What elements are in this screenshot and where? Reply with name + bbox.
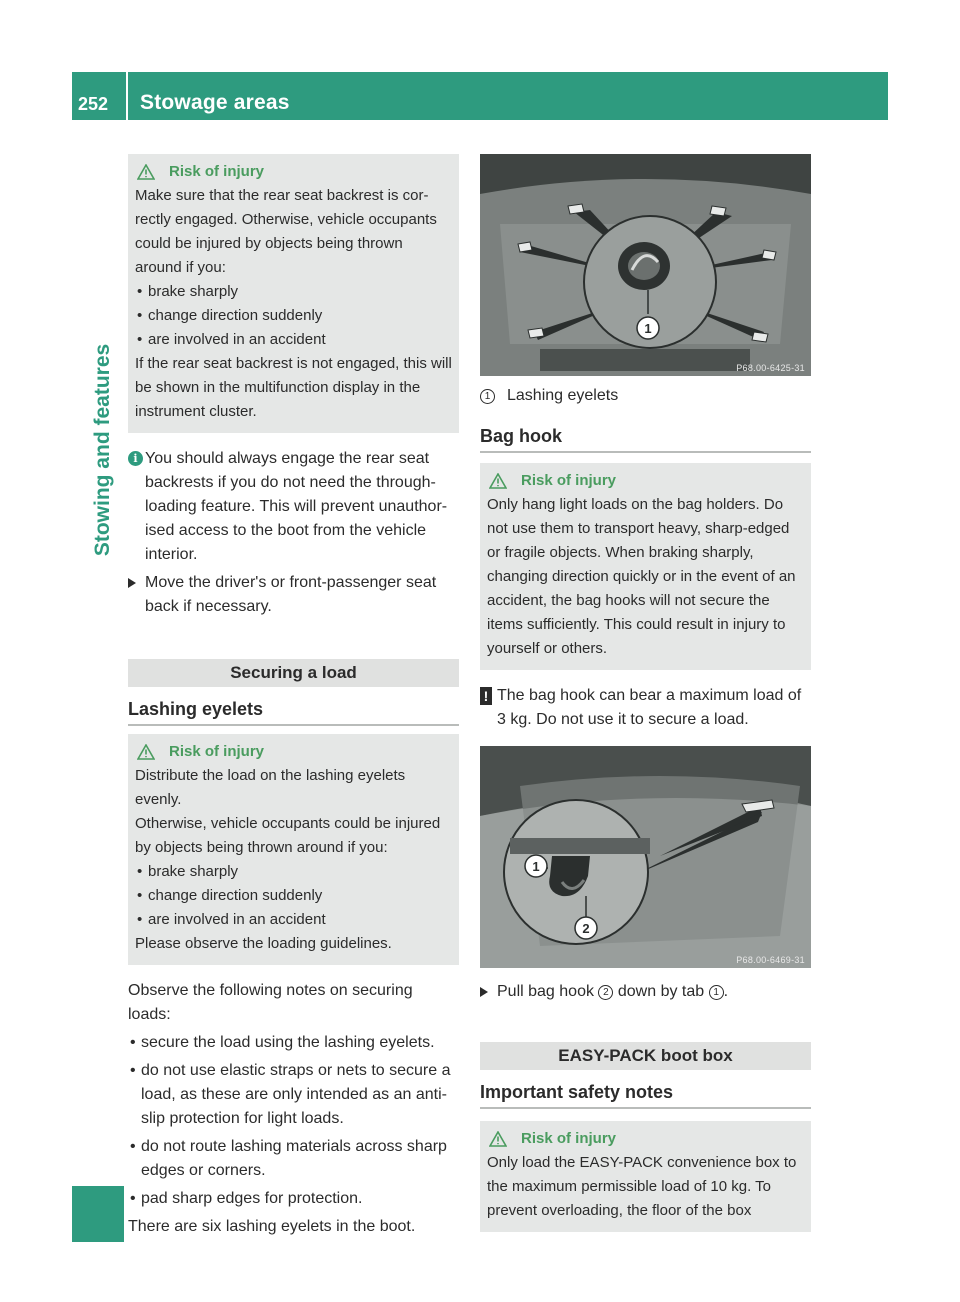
subheading-lashing-eyelets: Lashing eyelets [128,687,459,726]
warning-title: Risk of injury [135,160,452,184]
section-title-bar: EASY-PACK boot box [480,1042,811,1070]
warning-triangle-icon [489,1131,507,1147]
exclamation-icon: ! [480,687,492,705]
list-item: • secure the load using the lashing eyelets. [128,1031,459,1055]
warning-triangle-icon [137,164,155,180]
info-icon: i [128,451,143,466]
warning-bullet: • change direction suddenly [135,884,452,908]
figure-code: P68.00-6469-31 [736,955,805,965]
figure-code: P68.00-6425-31 [736,363,805,373]
warning-text: Make sure that the rear seat backrest is cor-rectly engaged. Otherwise, vehicle occupants could be injured by objects being thrown around if you: [135,187,437,276]
warning-bullet: • are involved in an accident [135,908,452,932]
callout-marker: 1 [709,985,724,1000]
info-note: i You should always engage the rear seat backrests if you do not need the through-loading feature. This will prevent unauthor-ised access to the boot from the vehicle interior. [128,447,459,567]
body-paragraph: Observe the following notes on securing loads: [128,982,413,1023]
notice-note: ! The bag hook can bear a maximum load of 3 kg. Do not use it to secure a load. [480,684,811,732]
arrow-right-icon [480,987,488,997]
warning-text: Otherwise, vehicle occupants could be injured by objects being thrown around if you: [135,815,441,856]
warning-text: Only load the EASY-PACK convenience box to the maximum permissible load of 10 kg. To prevent overloading, the floor of the box [487,1154,797,1219]
callout-marker-2: 2 [582,921,590,936]
right-column [480,154,811,1240]
warning-text: If the rear seat backrest is not engaged, this will be shown in the multifunction display in the instrument cluster. [135,355,452,420]
bag-hook-photo [480,746,811,968]
side-thumb-block [72,1186,124,1242]
action-step: Move the driver's or front-passenger seat back if necessary. [128,571,459,619]
section-title-bar: Securing a load [128,659,459,687]
warning-box-distribute-load [128,734,459,965]
chapter-side-tab [88,300,118,600]
warning-text: Only hang light loads on the bag holders. Do not use them to transport heavy, sharp-edged or fragile objects. When braking sharply, changing direction quickly or in the event of an accident, the bag hooks will not secure the items sufficiently. This could result in injury to yourself or others. [487,496,796,657]
warning-text: Please observe the loading guidelines. [135,935,392,952]
warning-box-seat-backrest [128,154,459,433]
list-item: • pad sharp edges for protection. [128,1187,459,1211]
warning-box-easy-pack [480,1121,811,1232]
arrow-right-icon [128,578,136,588]
warning-text: Distribute the load on the lashing eyelets evenly. [135,767,406,808]
subheading-safety-notes: Important safety notes [480,1070,811,1109]
warning-bullet: • change direction suddenly [135,304,452,328]
lashing-eyelets-photo [480,154,811,376]
warning-bullet: • brake sharply [135,860,452,884]
left-column [128,154,459,1243]
warning-title: Risk of injury [487,1127,804,1151]
warning-box-bag-holders [480,463,811,670]
header-divider [126,72,128,120]
callout-marker-1: 1 [644,321,652,336]
callout-marker: 2 [598,985,613,1000]
warning-title: Risk of injury [135,740,452,764]
warning-title: Risk of injury [487,469,804,493]
warning-bullet: • brake sharply [135,280,452,304]
chapter-title: Stowing and features [91,343,114,557]
page-title: Stowage areas [140,91,290,114]
callout-marker-1: 1 [532,859,540,874]
warning-triangle-icon [489,473,507,489]
body-paragraph: There are six lashing eyelets in the boot. [128,1218,416,1235]
action-step: Pull bag hook 2 down by tab 1 . [480,980,811,1004]
subheading-bag-hook: Bag hook [480,408,811,453]
list-item: • do not route lashing materials across sharp edges or corners. [128,1135,459,1183]
callout-marker: 1 [480,389,495,404]
page-number: 252 [78,94,109,114]
list-item: • do not use elastic straps or nets to secure a load, as these are only intended as an anti-slip protection for light loads. [128,1059,459,1131]
warning-bullet: • are involved in an accident [135,328,452,352]
warning-triangle-icon [137,744,155,760]
figure-caption: 1 Lashing eyelets [480,384,811,408]
